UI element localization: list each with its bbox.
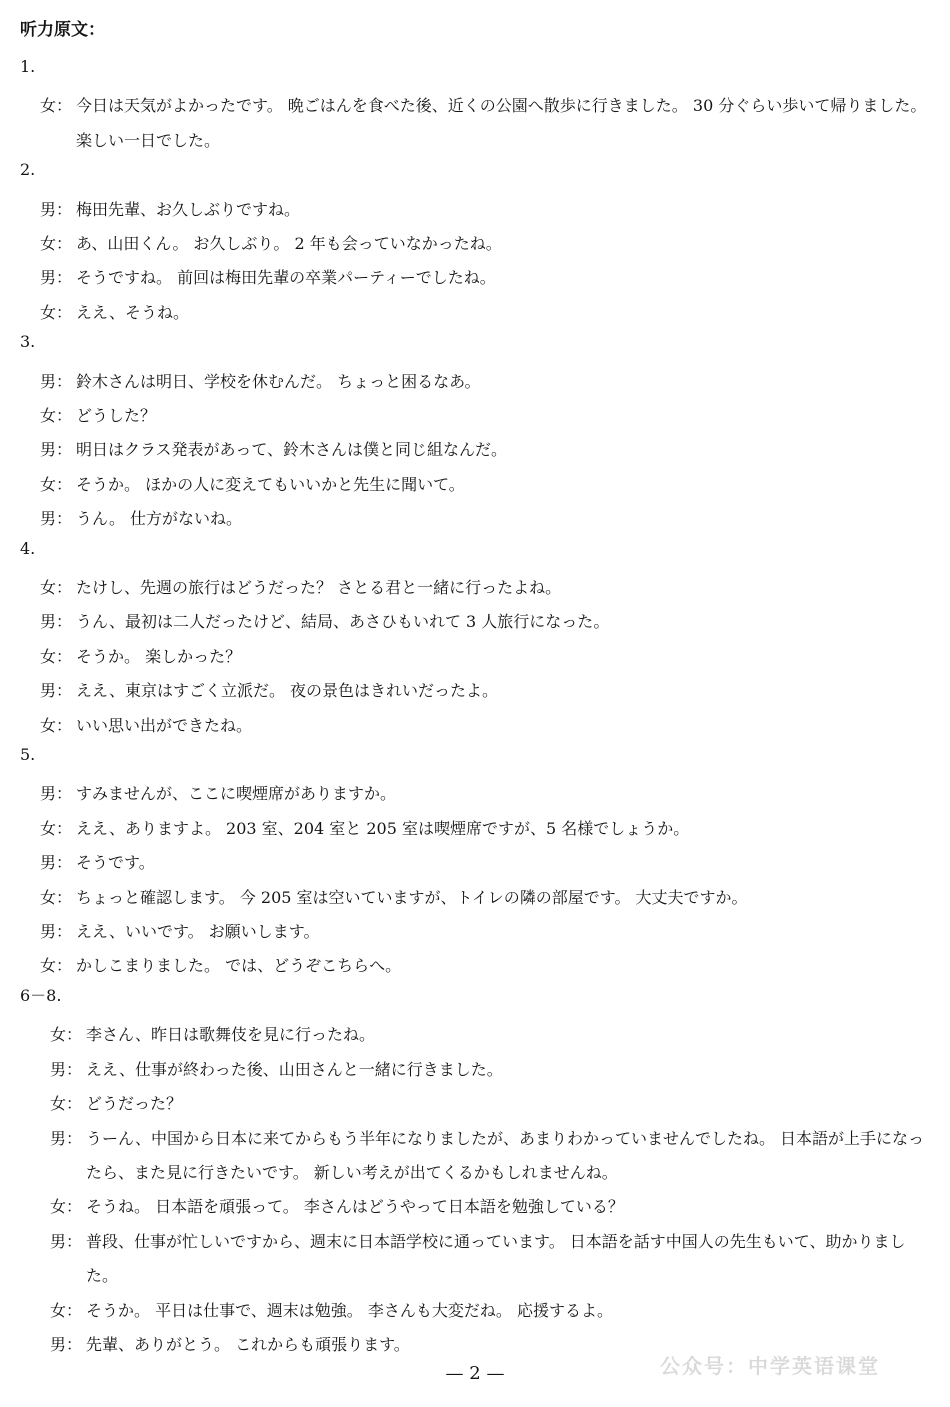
speaker-label: 女： bbox=[50, 1300, 83, 1320]
speaker-label: 男： bbox=[40, 199, 73, 219]
dialogue-turn bbox=[20, 1225, 935, 1294]
dialogue-turn bbox=[20, 674, 935, 708]
dialogue-text: ええ、仕事が終わった後、山田さんと一緒に行きました。 bbox=[86, 1059, 503, 1079]
section-number: 6－8. bbox=[20, 985, 62, 1005]
speaker-label: 女： bbox=[40, 578, 73, 598]
dialogue-text: 李さん、昨日は歌舞伎を見に行ったね。 bbox=[86, 1025, 375, 1045]
dialogue-text: そうか。 ほかの人に変えてもいいかと先生に聞いて。 bbox=[76, 474, 465, 494]
speaker-label: 男： bbox=[50, 1334, 83, 1354]
dialogue-text: うん。 仕方がないね。 bbox=[76, 509, 243, 529]
dialogue-text: そうか。 平日は仕事で、週末は勉強。 李さんも大変だね。 応援するよ。 bbox=[86, 1300, 613, 1320]
section-number: 3. bbox=[20, 332, 36, 352]
dialogue-turn bbox=[20, 89, 935, 158]
dialogue-text: 先輩、ありがとう。 これからも頑張ります。 bbox=[86, 1334, 410, 1354]
dialogue-turn bbox=[20, 709, 935, 743]
speaker-label: 男： bbox=[40, 853, 73, 873]
dialogue-turn bbox=[20, 502, 935, 536]
dialogue-turn bbox=[20, 1190, 935, 1224]
dialogue-turn bbox=[20, 915, 935, 949]
dialogue-text: ええ、ありますよ。 203 室、204 室と 205 室は喫煙席ですが、5 名様でしょうか。 bbox=[76, 818, 690, 838]
speaker-label: 男： bbox=[50, 1231, 83, 1251]
speaker-label: 女： bbox=[40, 474, 73, 494]
dialogue-text: うん、最初は二人だったけど、結局、あさひもいれて 3 人旅行になった。 bbox=[76, 612, 610, 632]
dialogue-turn bbox=[20, 949, 935, 983]
speaker-label: 女： bbox=[40, 887, 73, 907]
dialogue-text: そうですね。 前回は梅田先輩の卒業パーティーでしたね。 bbox=[76, 268, 496, 288]
section-3 bbox=[20, 330, 935, 536]
dialogue-text: 梅田先輩、お久しぶりですね。 bbox=[76, 199, 301, 219]
dialogue-text: すみませんが、ここに喫煙席がありますか。 bbox=[76, 784, 397, 804]
section-1 bbox=[20, 55, 935, 158]
speaker-label: 男： bbox=[40, 922, 73, 942]
speaker-label: 女： bbox=[40, 956, 73, 976]
dialogue-turn bbox=[20, 640, 935, 674]
speaker-label: 男： bbox=[50, 1059, 83, 1079]
speaker-label: 女： bbox=[40, 234, 73, 253]
dialogue-text: 普段、仕事が忙しいですから、週末に日本語学校に通っています。 日本語を話す中国人の先生もいて、助かりました。 bbox=[86, 1231, 906, 1286]
dialogue-turn bbox=[20, 227, 935, 261]
speaker-label: 女： bbox=[40, 96, 73, 116]
page-title: 听力原文： bbox=[20, 20, 105, 40]
dialogue-turn bbox=[20, 881, 935, 915]
dialogue-text: そうか。 楽しかった？ bbox=[76, 646, 242, 666]
dialogue-turn bbox=[20, 1122, 935, 1191]
dialogue-turn bbox=[20, 812, 935, 846]
dialogue-turn bbox=[20, 365, 935, 399]
section-number: 5. bbox=[20, 745, 36, 765]
speaker-label: 男： bbox=[40, 268, 73, 288]
speaker-label: 女： bbox=[50, 1025, 83, 1045]
section-2 bbox=[20, 158, 935, 330]
dialogue-turn bbox=[20, 193, 935, 227]
dialogue-text: どうした？ bbox=[76, 406, 157, 426]
speaker-label: 女： bbox=[40, 646, 73, 666]
speaker-label: 男： bbox=[40, 612, 73, 632]
dialogue-text: いい思い出ができたね。 bbox=[76, 715, 253, 735]
speaker-label: 女： bbox=[40, 302, 73, 322]
dialogue-text: どうだった？ bbox=[86, 1094, 183, 1114]
dialogue-text: かしこまりました。 では、どうぞこちらへ。 bbox=[76, 956, 402, 976]
dialogue-turn bbox=[20, 468, 935, 502]
section-number: 4. bbox=[20, 538, 36, 558]
dialogue-turn bbox=[20, 433, 935, 467]
dialogue-turn bbox=[20, 399, 935, 433]
dialogue-text: あ、山田くん。 お久しぶり。 2 年も会っていなかったね。 bbox=[76, 234, 502, 253]
dialogue-turn bbox=[20, 846, 935, 880]
section-number: 1. bbox=[20, 57, 36, 76]
dialogue-turn bbox=[20, 777, 935, 811]
dialogue-turn bbox=[20, 1087, 935, 1121]
section-number: 2. bbox=[20, 160, 36, 180]
dialogue-text: 今日は天気がよかったです。 晩ごはんを食べた後、近くの公園へ散歩に行きました。 30 分ぐらい歩いて帰りました。 楽しい一日でした。 bbox=[76, 96, 927, 150]
dialogue-text: たけし、先週の旅行はどうだった？ さとる君と一緒に行ったよね。 bbox=[76, 578, 562, 598]
speaker-label: 男： bbox=[40, 509, 73, 529]
dialogue-text: ちょっと確認します。 今 205 室は空いていますが、トイレの隣の部屋です。 大丈夫ですか。 bbox=[76, 887, 748, 907]
speaker-label: 女： bbox=[40, 406, 73, 426]
speaker-label: 女： bbox=[40, 818, 73, 838]
speaker-label: 女： bbox=[40, 715, 73, 735]
section-4 bbox=[20, 537, 935, 743]
dialogue-turn bbox=[20, 261, 935, 295]
speaker-label: 男： bbox=[40, 440, 73, 460]
dialogue-text: ええ、東京はすごく立派だ。 夜の景色はきれいだったよ。 bbox=[76, 681, 499, 701]
section-5 bbox=[20, 743, 935, 984]
speaker-label: 男： bbox=[40, 784, 73, 804]
watermark: 公众号：中学英语课堂 bbox=[660, 1354, 880, 1378]
dialogue-text: うーん、中国から日本に来てからもう半年になりましたが、あまりわかっていませんでしたね。 日本語が上手になったら、また見に行きたいです。 新しい考えが出てくるかもしれませんね。 bbox=[86, 1128, 925, 1182]
transcript bbox=[20, 55, 935, 1362]
dialogue-turn bbox=[20, 571, 935, 605]
section-6-8 bbox=[20, 984, 935, 1362]
dialogue-text: ええ、そうね。 bbox=[76, 302, 189, 322]
page-number: — 2 — bbox=[445, 1363, 505, 1384]
dialogue-turn bbox=[20, 296, 935, 330]
speaker-label: 男： bbox=[50, 1128, 83, 1148]
speaker-label: 男： bbox=[40, 371, 73, 391]
dialogue-turn bbox=[20, 1018, 935, 1052]
speaker-label: 男： bbox=[40, 681, 73, 701]
dialogue-text: そうです。 bbox=[76, 853, 155, 873]
dialogue-turn bbox=[20, 1053, 935, 1087]
dialogue-text: 鈴木さんは明日、学校を休むんだ。 ちょっと困るなあ。 bbox=[76, 371, 481, 391]
dialogue-text: そうね。 日本語を頑張って。 李さんはどうやって日本語を勉強している？ bbox=[86, 1197, 624, 1217]
speaker-label: 女： bbox=[50, 1197, 83, 1217]
dialogue-text: ええ、いいです。 お願いします。 bbox=[76, 922, 320, 942]
dialogue-turn bbox=[20, 605, 935, 639]
speaker-label: 女： bbox=[50, 1094, 83, 1114]
dialogue-text: 明日はクラス発表があって、鈴木さんは僕と同じ組なんだ。 bbox=[76, 440, 508, 460]
dialogue-turn bbox=[20, 1294, 935, 1328]
